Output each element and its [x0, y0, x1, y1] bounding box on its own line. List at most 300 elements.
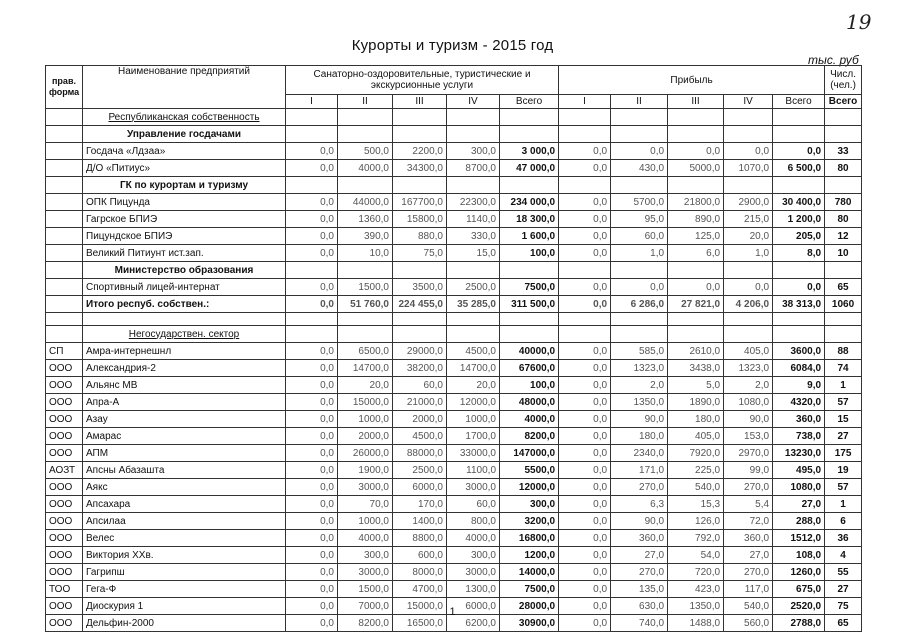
profit-q1-cell: 0,0: [559, 547, 611, 564]
legal-form-cell: [46, 160, 83, 177]
services-q2-cell: 390,0: [338, 228, 393, 245]
staff-cell: 36: [825, 530, 862, 547]
legal-form-cell: ООО: [46, 479, 83, 496]
profit-q1-cell: 0,0: [559, 598, 611, 615]
profit-q2-cell: 585,0: [611, 343, 668, 360]
profit-q4-cell: 540,0: [724, 598, 773, 615]
profit-q1-cell: 0,0: [559, 513, 611, 530]
staff-cell: 27: [825, 428, 862, 445]
services-total-cell: 3 000,0: [500, 143, 559, 160]
table-row: [46, 343, 862, 360]
staff-cell: 57: [825, 479, 862, 496]
legal-form-cell: [46, 194, 83, 211]
empty-cell: [668, 126, 724, 143]
staff-cell: 15: [825, 411, 862, 428]
profit-q3-cell: 423,0: [668, 581, 724, 598]
empty-cell: [286, 262, 338, 279]
services-q2-cell: 1000,0: [338, 513, 393, 530]
empty-cell: [338, 126, 393, 143]
enterprise-name-cell: Гагрипш: [83, 564, 286, 581]
profit-q2-cell: 0,0: [611, 143, 668, 160]
enterprise-name-cell: Апра-А: [83, 394, 286, 411]
table-row: [46, 479, 862, 496]
col-profit-header: Прибыль: [559, 66, 825, 95]
profit-q1-cell: 0,0: [559, 479, 611, 496]
profit-q4-cell: 4 206,0: [724, 296, 773, 313]
empty-cell: [393, 313, 447, 326]
services-q4-cell: 14700,0: [447, 360, 500, 377]
empty-cell: [724, 262, 773, 279]
services-q1-cell: 0,0: [286, 343, 338, 360]
staff-cell: 55: [825, 564, 862, 581]
services-q1-cell: 0,0: [286, 160, 338, 177]
profit-q3-cell: 890,0: [668, 211, 724, 228]
enterprise-name-cell: Госдача «Лдзаа»: [83, 143, 286, 160]
empty-cell: [611, 262, 668, 279]
enterprise-name-cell: Амарас: [83, 428, 286, 445]
empty-cell: [773, 262, 825, 279]
services-q1-cell: 0,0: [286, 211, 338, 228]
services-q3-cell: 2200,0: [393, 143, 447, 160]
profit-q4-cell: 1080,0: [724, 394, 773, 411]
section-row: [46, 177, 862, 194]
services-q2-cell: 500,0: [338, 143, 393, 160]
empty-cell: [338, 326, 393, 343]
services-q4-cell: 12000,0: [447, 394, 500, 411]
services-q2-cell: 4000,0: [338, 530, 393, 547]
empty-cell: [559, 126, 611, 143]
services-q1-cell: 0,0: [286, 513, 338, 530]
profit-q1-cell: 0,0: [559, 143, 611, 160]
profit-q4-cell: 405,0: [724, 343, 773, 360]
empty-cell: [447, 177, 500, 194]
profit-total-cell: 3600,0: [773, 343, 825, 360]
legal-form-cell: [46, 245, 83, 262]
services-q4-cell: 1000,0: [447, 411, 500, 428]
empty-cell: [286, 313, 338, 326]
table-row: [46, 394, 862, 411]
services-q4-cell: 3000,0: [447, 479, 500, 496]
enterprise-name-cell: Диоскурия 1: [83, 598, 286, 615]
empty-cell: [447, 109, 500, 126]
profit-q1-cell: 0,0: [559, 411, 611, 428]
staff-cell: 19: [825, 462, 862, 479]
services-q4-cell: 6000,0: [447, 598, 500, 615]
enterprise-name-cell: Велес: [83, 530, 286, 547]
enterprise-name-cell: Апсилаа: [83, 513, 286, 530]
services-q2-cell: 1360,0: [338, 211, 393, 228]
services-q3-cell: 15000,0: [393, 598, 447, 615]
empty-cell: [668, 109, 724, 126]
services-q1-cell: 0,0: [286, 377, 338, 394]
legal-form-cell: ООО: [46, 394, 83, 411]
staff-cell: 10: [825, 245, 862, 262]
services-total-cell: 4000,0: [500, 411, 559, 428]
services-q3-cell: 75,0: [393, 245, 447, 262]
spacer-row: [46, 313, 862, 326]
profit-q3-cell: 1890,0: [668, 394, 724, 411]
table-row: [46, 496, 862, 513]
section-title: ГК по курортам и туризму: [83, 177, 286, 194]
profit-q2-cell: 180,0: [611, 428, 668, 445]
profit-q2-cell: 60,0: [611, 228, 668, 245]
profit-q3-cell: 5,0: [668, 377, 724, 394]
services-total-cell: 16800,0: [500, 530, 559, 547]
services-q4-cell: 8700,0: [447, 160, 500, 177]
services-q4-cell: 15,0: [447, 245, 500, 262]
profit-q2-cell: 740,0: [611, 615, 668, 632]
profit-q3-cell: 21800,0: [668, 194, 724, 211]
profit-q3-cell: 2610,0: [668, 343, 724, 360]
services-q4-cell: 4000,0: [447, 530, 500, 547]
empty-cell: [83, 313, 286, 326]
profit-q4-cell: 1,0: [724, 245, 773, 262]
empty-cell: [724, 313, 773, 326]
table-row: [46, 360, 862, 377]
q4-header: IV: [447, 95, 500, 109]
empty-cell: [825, 313, 862, 326]
services-total-cell: 5500,0: [500, 462, 559, 479]
services-total-cell: 7500,0: [500, 581, 559, 598]
profit-q2-cell: 360,0: [611, 530, 668, 547]
empty-cell: [825, 109, 862, 126]
staff-cell: 57: [825, 394, 862, 411]
empty-cell: [668, 326, 724, 343]
profit-total-cell: 360,0: [773, 411, 825, 428]
services-q4-cell: 4500,0: [447, 343, 500, 360]
q3-header: III: [393, 95, 447, 109]
profit-q1-cell: 0,0: [559, 564, 611, 581]
empty-cell: [668, 313, 724, 326]
services-q1-cell: 0,0: [286, 245, 338, 262]
services-q3-cell: 4500,0: [393, 428, 447, 445]
legal-form-cell: ООО: [46, 445, 83, 462]
profit-q3-cell: 225,0: [668, 462, 724, 479]
services-q3-cell: 34300,0: [393, 160, 447, 177]
services-q2-cell: 51 760,0: [338, 296, 393, 313]
services-q4-cell: 22300,0: [447, 194, 500, 211]
enterprise-name-cell: Гега-Ф: [83, 581, 286, 598]
profit-q1-cell: 0,0: [559, 296, 611, 313]
profit-q1-cell: 0,0: [559, 211, 611, 228]
units-label: тыс. руб: [808, 53, 859, 67]
legal-form-cell: ООО: [46, 547, 83, 564]
enterprise-name-cell: Альянс МВ: [83, 377, 286, 394]
profit-total-cell: 205,0: [773, 228, 825, 245]
enterprise-name-cell: Гагрское БПИЭ: [83, 211, 286, 228]
empty-cell: [724, 109, 773, 126]
services-q3-cell: 15800,0: [393, 211, 447, 228]
profit-q1-cell: 0,0: [559, 581, 611, 598]
table-row: [46, 245, 862, 262]
profit-q2-cell: 135,0: [611, 581, 668, 598]
staff-cell: 65: [825, 279, 862, 296]
empty-cell: [724, 126, 773, 143]
legal-form-cell: ООО: [46, 411, 83, 428]
col-name-header: Наименование предприятий: [83, 66, 286, 109]
services-q2-cell: 6500,0: [338, 343, 393, 360]
profit-q3-cell: 180,0: [668, 411, 724, 428]
ptotal-header: Всего: [773, 95, 825, 109]
staff-cell: 6: [825, 513, 862, 530]
section-row: [46, 262, 862, 279]
empty-cell: [286, 109, 338, 126]
services-q2-cell: 3000,0: [338, 479, 393, 496]
empty-cell: [500, 126, 559, 143]
profit-q1-cell: 0,0: [559, 245, 611, 262]
services-q4-cell: 1100,0: [447, 462, 500, 479]
p3-header: III: [668, 95, 724, 109]
services-q1-cell: 0,0: [286, 615, 338, 632]
services-total-cell: 8200,0: [500, 428, 559, 445]
services-total-cell: 100,0: [500, 245, 559, 262]
profit-total-cell: 1260,0: [773, 564, 825, 581]
empty-cell: [500, 326, 559, 343]
table-row: [46, 581, 862, 598]
services-q3-cell: 21000,0: [393, 394, 447, 411]
profit-q2-cell: 90,0: [611, 411, 668, 428]
profit-q3-cell: 0,0: [668, 279, 724, 296]
services-q3-cell: 1400,0: [393, 513, 447, 530]
staff-cell: 75: [825, 598, 862, 615]
services-q1-cell: 0,0: [286, 598, 338, 615]
empty-cell: [447, 262, 500, 279]
section-title: Управление госдачами: [83, 126, 286, 143]
empty-cell: [825, 326, 862, 343]
services-q1-cell: 0,0: [286, 279, 338, 296]
profit-q2-cell: 630,0: [611, 598, 668, 615]
section-title: Негосударствен. сектор: [83, 326, 286, 343]
services-q3-cell: 2000,0: [393, 411, 447, 428]
empty-cell: [447, 326, 500, 343]
profit-q2-cell: 2,0: [611, 377, 668, 394]
staff-cell: 780: [825, 194, 862, 211]
staff-cell: 74: [825, 360, 862, 377]
services-total-cell: 311 500,0: [500, 296, 559, 313]
profit-q3-cell: 125,0: [668, 228, 724, 245]
form-cell: [46, 109, 83, 126]
profit-total-cell: 0,0: [773, 279, 825, 296]
services-q1-cell: 0,0: [286, 428, 338, 445]
legal-form-cell: ООО: [46, 513, 83, 530]
services-total-cell: 40000,0: [500, 343, 559, 360]
table-row: [46, 411, 862, 428]
services-q2-cell: 2000,0: [338, 428, 393, 445]
staff-cell: 80: [825, 211, 862, 228]
profit-q4-cell: 20,0: [724, 228, 773, 245]
services-total-cell: 14000,0: [500, 564, 559, 581]
enterprise-name-cell: Александрия-2: [83, 360, 286, 377]
profit-q1-cell: 0,0: [559, 428, 611, 445]
profit-q3-cell: 5000,0: [668, 160, 724, 177]
legal-form-cell: ТОО: [46, 581, 83, 598]
profit-total-cell: 1 200,0: [773, 211, 825, 228]
profit-total-cell: 8,0: [773, 245, 825, 262]
services-q3-cell: 8000,0: [393, 564, 447, 581]
table-row: [46, 228, 862, 245]
enterprise-name-cell: Д/О «Питиус»: [83, 160, 286, 177]
table-row: [46, 547, 862, 564]
services-q4-cell: 20,0: [447, 377, 500, 394]
services-q3-cell: 224 455,0: [393, 296, 447, 313]
profit-q1-cell: 0,0: [559, 496, 611, 513]
profit-q1-cell: 0,0: [559, 445, 611, 462]
table-header-row: [46, 66, 862, 95]
services-q1-cell: 0,0: [286, 530, 338, 547]
profit-q3-cell: 540,0: [668, 479, 724, 496]
profit-total-cell: 738,0: [773, 428, 825, 445]
profit-q3-cell: 15,3: [668, 496, 724, 513]
staff-cell: 33: [825, 143, 862, 160]
services-q3-cell: 2500,0: [393, 462, 447, 479]
services-q3-cell: 8800,0: [393, 530, 447, 547]
services-q1-cell: 0,0: [286, 445, 338, 462]
profit-q3-cell: 3438,0: [668, 360, 724, 377]
enterprise-name-cell: Апсны Абазашта: [83, 462, 286, 479]
services-q1-cell: 0,0: [286, 143, 338, 160]
profit-q4-cell: 0,0: [724, 143, 773, 160]
staff-cell: 80: [825, 160, 862, 177]
services-q3-cell: 3500,0: [393, 279, 447, 296]
profit-total-cell: 2788,0: [773, 615, 825, 632]
table-row: [46, 160, 862, 177]
profit-total-cell: 27,0: [773, 496, 825, 513]
profit-q4-cell: 90,0: [724, 411, 773, 428]
document-title: Курорты и туризм - 2015 год: [351, 37, 554, 54]
services-total-cell: 7500,0: [500, 279, 559, 296]
form-cell: [46, 262, 83, 279]
profit-q4-cell: 5,4: [724, 496, 773, 513]
enterprise-name-cell: Виктория ХХв.: [83, 547, 286, 564]
section-row: [46, 326, 862, 343]
empty-cell: [338, 109, 393, 126]
enterprise-name-cell: Великий Питиунт ист.зап.: [83, 245, 286, 262]
empty-cell: [825, 126, 862, 143]
profit-q3-cell: 1488,0: [668, 615, 724, 632]
table-row: [46, 564, 862, 581]
profit-q1-cell: 0,0: [559, 228, 611, 245]
empty-cell: [559, 177, 611, 194]
form-cell: [46, 126, 83, 143]
empty-cell: [773, 177, 825, 194]
profit-total-cell: 13230,0: [773, 445, 825, 462]
enterprise-name-cell: Азау: [83, 411, 286, 428]
empty-cell: [500, 109, 559, 126]
services-q1-cell: 0,0: [286, 462, 338, 479]
empty-cell: [393, 326, 447, 343]
legal-form-cell: ООО: [46, 615, 83, 632]
empty-cell: [611, 177, 668, 194]
empty-cell: [338, 262, 393, 279]
services-q1-cell: 0,0: [286, 228, 338, 245]
section-title: Министерство образования: [83, 262, 286, 279]
profit-q1-cell: 0,0: [559, 343, 611, 360]
q2-header: II: [338, 95, 393, 109]
services-q3-cell: 29000,0: [393, 343, 447, 360]
legal-form-cell: [46, 296, 83, 313]
services-total-cell: 1 600,0: [500, 228, 559, 245]
services-total-cell: 147000,0: [500, 445, 559, 462]
staff-cell: 1: [825, 496, 862, 513]
profit-total-cell: 495,0: [773, 462, 825, 479]
p2-header: II: [611, 95, 668, 109]
services-q4-cell: 300,0: [447, 547, 500, 564]
enterprise-name-cell: Апсахара: [83, 496, 286, 513]
empty-cell: [46, 313, 83, 326]
empty-cell: [724, 177, 773, 194]
resorts-table: [45, 65, 862, 632]
enterprise-name-cell: Дельфин-2000: [83, 615, 286, 632]
profit-q2-cell: 0,0: [611, 279, 668, 296]
profit-q1-cell: 0,0: [559, 377, 611, 394]
profit-q1-cell: 0,0: [559, 394, 611, 411]
profit-q3-cell: 6,0: [668, 245, 724, 262]
services-total-cell: 1200,0: [500, 547, 559, 564]
enterprise-name-cell: Спортивный лицей-интернат: [83, 279, 286, 296]
profit-q4-cell: 153,0: [724, 428, 773, 445]
profit-q3-cell: 27 821,0: [668, 296, 724, 313]
enterprise-name-cell: Амра-интернешнл: [83, 343, 286, 360]
table-row: [46, 194, 862, 211]
services-q2-cell: 1500,0: [338, 279, 393, 296]
services-q2-cell: 26000,0: [338, 445, 393, 462]
services-q1-cell: 0,0: [286, 496, 338, 513]
profit-q4-cell: 2970,0: [724, 445, 773, 462]
empty-cell: [611, 326, 668, 343]
staff-cell: 12: [825, 228, 862, 245]
profit-q4-cell: 270,0: [724, 564, 773, 581]
empty-cell: [338, 177, 393, 194]
empty-cell: [773, 313, 825, 326]
empty-cell: [500, 177, 559, 194]
staff-cell: 1: [825, 377, 862, 394]
section-row: [46, 126, 862, 143]
services-q4-cell: 1700,0: [447, 428, 500, 445]
services-q1-cell: 0,0: [286, 564, 338, 581]
profit-total-cell: 2520,0: [773, 598, 825, 615]
profit-q1-cell: 0,0: [559, 360, 611, 377]
empty-cell: [393, 109, 447, 126]
services-q4-cell: 300,0: [447, 143, 500, 160]
profit-total-cell: 1080,0: [773, 479, 825, 496]
legal-form-cell: ООО: [46, 377, 83, 394]
empty-cell: [559, 313, 611, 326]
profit-q3-cell: 405,0: [668, 428, 724, 445]
services-q1-cell: 0,0: [286, 547, 338, 564]
staff-cell: 65: [825, 615, 862, 632]
services-q4-cell: 2500,0: [447, 279, 500, 296]
services-total-cell: 30900,0: [500, 615, 559, 632]
profit-total-cell: 30 400,0: [773, 194, 825, 211]
profit-q2-cell: 95,0: [611, 211, 668, 228]
staff-cell: 27: [825, 581, 862, 598]
profit-q2-cell: 6,3: [611, 496, 668, 513]
services-q1-cell: 0,0: [286, 411, 338, 428]
services-q2-cell: 10,0: [338, 245, 393, 262]
services-q3-cell: 4700,0: [393, 581, 447, 598]
services-total-cell: 18 300,0: [500, 211, 559, 228]
services-q2-cell: 4000,0: [338, 160, 393, 177]
enterprise-name-cell: Аякс: [83, 479, 286, 496]
section-title: Республиканская собственность: [83, 109, 286, 126]
profit-total-cell: 6084,0: [773, 360, 825, 377]
profit-q1-cell: 0,0: [559, 615, 611, 632]
services-q2-cell: 1500,0: [338, 581, 393, 598]
profit-q2-cell: 171,0: [611, 462, 668, 479]
profit-q4-cell: 1323,0: [724, 360, 773, 377]
services-q1-cell: 0,0: [286, 581, 338, 598]
services-q4-cell: 1300,0: [447, 581, 500, 598]
